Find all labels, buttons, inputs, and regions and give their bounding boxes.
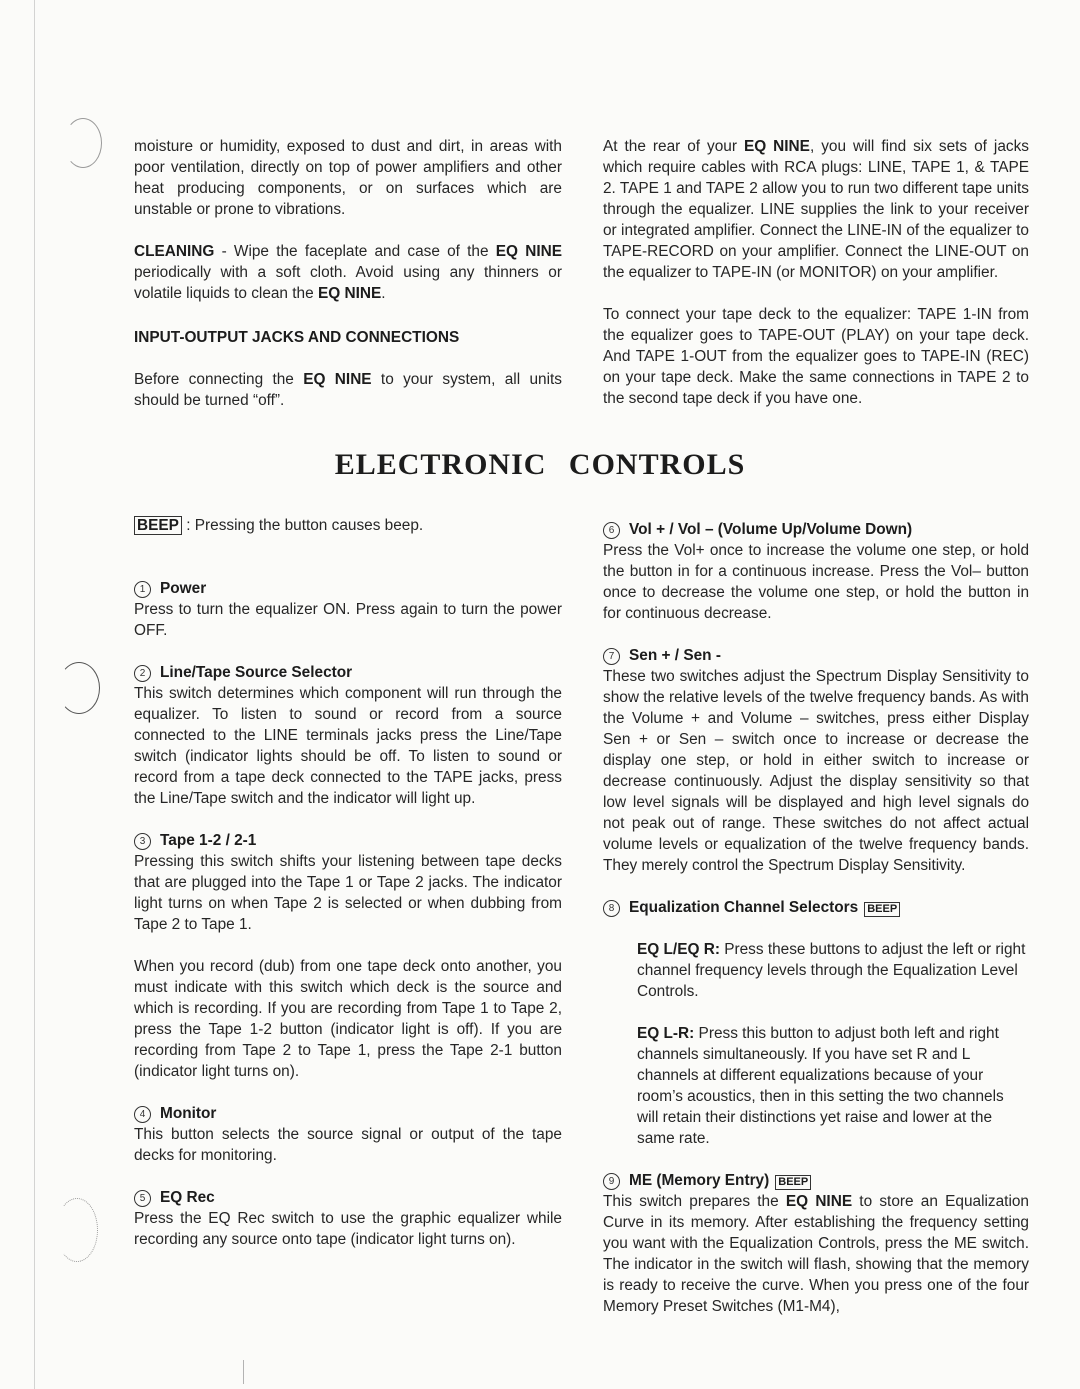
- eqlr2-paragraph: EQ L-R: Press this button to adjust both left and right channels simultaneously. If you have set R and L channels at different equalizations because of your room’s acoustics, then in this setting the two channels will retain their distinctions yet raise and lower at the same rate.: [637, 1025, 1004, 1147]
- before-connecting-paragraph: Before connecting the EQ NINE to your system, all units should be turned “off”.: [134, 371, 562, 409]
- tape-dub-text: When you record (dub) from one tape deck onto another, you must indicate with this switch which deck is the source and which is recording. If you are recording from Tape 1 to Tape 2, press the Tape 1-2 button (indicator light is off). If you are recording from Tape 2 to Tape 1, press the Tape 2-1 button (indicator light turns on).: [134, 958, 562, 1080]
- number-circle-3: 3: [134, 833, 151, 850]
- tape-heading: 3 Tape 1-2 / 2-1: [134, 830, 562, 851]
- number-circle-2: 2: [134, 665, 151, 682]
- tape-deck-paragraph: To connect your tape deck to the equalizer: TAPE 1-IN from the equalizer goes to TAPE-OUT (PLAY) on your tape deck. And TAPE 1-OUT from the equalizer goes to TAPE-IN (REC) on your tape deck. Make the same connections in TAPE 2 to the second tape deck if you have one.: [603, 306, 1029, 407]
- cleaning-label: CLEANING: [134, 243, 215, 260]
- monitor-text: This button selects the source signal or output of the tape decks for monitoring.: [134, 1126, 562, 1164]
- eqlr-paragraph: EQ L/EQ R: Press these buttons to adjust the left or right channel frequency levels through the Equalization Level Controls.: [637, 941, 1026, 1000]
- binding-hole-middle: [58, 662, 100, 714]
- number-circle-4: 4: [134, 1106, 151, 1123]
- eqsel-heading: 8 Equalization Channel Selectors BEEP: [603, 897, 1029, 918]
- eqrec-heading: 5 EQ Rec: [134, 1187, 562, 1208]
- cleaning-paragraph: CLEANING - Wipe the faceplate and case of the EQ NINE periodically with a soft cloth. Avoid using any thinners or volatile liquids to clean the EQ NINE.: [134, 243, 562, 302]
- beep-badge: BEEP: [864, 902, 900, 917]
- scan-mark: [243, 1360, 244, 1384]
- right-column-controls: [603, 519, 1029, 1317]
- vol-heading: 6 Vol + / Vol – (Volume Up/Volume Down): [603, 519, 1029, 540]
- binding-hole-bottom: [56, 1198, 98, 1262]
- jacks-heading: INPUT-OUTPUT JACKS AND CONNECTIONS: [134, 329, 460, 346]
- power-text: Press to turn the equalizer ON. Press again to turn the power OFF.: [134, 601, 562, 639]
- number-circle-8: 8: [603, 900, 620, 917]
- section-title: ELECTRONIC CONTROLS: [334, 448, 746, 481]
- rear-jacks-paragraph: At the rear of your EQ NINE, you will find six sets of jacks which require cables with RCA plugs: LINE, TAPE 1, & TAPE 2. TAPE 1 and TAPE 2 allow you to run two different tape units through the equalizer. LINE supplies the link to your receiver or integrated amplifier. Connect the LINE-IN of the equalizer to TAPE-RECORD on your amplifier. Connect the LINE-OUT on the equalizer to TAPE-IN (or MONITOR) on your amplifier.: [603, 138, 1029, 281]
- linetape-text: This switch determines which component will run through the equalizer. To listen to sound or record from a source connected to the LINE terminals jacks press the Line/Tape switch (indicator lights should be off. To listen to sound or record from a tape deck connected to the TAPE jacks, press the Line/Tape switch and the indicator will light up.: [134, 685, 562, 807]
- linetape-heading: 2 Line/Tape Source Selector: [134, 662, 562, 683]
- eqrec-text: Press the EQ Rec switch to use the graphic equalizer while recording any source onto tape (indicator light turns on).: [134, 1210, 562, 1248]
- sen-heading: 7 Sen + / Sen -: [603, 645, 1029, 666]
- number-circle-6: 6: [603, 522, 620, 539]
- number-circle-1: 1: [134, 581, 151, 598]
- power-heading: 1 Power: [134, 578, 562, 599]
- humidity-paragraph: moisture or humidity, exposed to dust and dirt, in areas with poor ventilation, directly on top of power amplifiers and other heat producing components, or on surfaces which are unstable or prone to vibrations.: [134, 138, 562, 218]
- beep-badge: BEEP: [775, 1175, 811, 1190]
- left-column-top: [134, 136, 562, 411]
- binding-hole-top: [64, 118, 102, 168]
- vol-text: Press the Vol+ once to increase the volume one step, or hold the button in for a continuous increase. Press the Vol– button once to decrease the volume one step, or hold the button in for continuous decrease.: [603, 542, 1029, 622]
- monitor-heading: 4 Monitor: [134, 1103, 562, 1124]
- number-circle-5: 5: [134, 1190, 151, 1207]
- number-circle-9: 9: [603, 1173, 620, 1190]
- right-column-top: [603, 136, 1029, 409]
- scan-edge-line: [34, 0, 35, 1389]
- beep-legend: BEEP : Pressing the button causes beep.: [134, 515, 562, 536]
- me-text: This switch prepares the EQ NINE to store an Equalization Curve in its memory. After establishing the frequency setting you want with the Equalization Controls, press the ME switch. The indicator in the switch will flash, showing that the memory is ready to receive the curve. When you press one of the four Memory Preset Switches (M1-M4),: [603, 1193, 1029, 1315]
- sen-text: These two switches adjust the Spectrum Display Sensitivity to show the relative levels of the twelve frequency bands. As with the Volume + and Volume – switches, press either Display Sen + or Sen – switch once to increase or decrease the display one step, or hold in either switch to increase or decrease continuously. Adjust the display sensitivity so that low level signals will be displayed and high level signals do not peak out of range. These switches do not affect actual volume levels or equalization of the twelve frequency bands. They merely control the Spectrum Display Sensitivity.: [603, 668, 1029, 874]
- tape-text: Pressing this switch shifts your listening between tape decks that are plugged into the Tape 1 or Tape 2 jacks. The indicator light turns on when Tape 2 is selected or when dubbing from Tape 2 to Tape 1.: [134, 853, 562, 933]
- me-heading: 9 ME (Memory Entry) BEEP: [603, 1170, 1029, 1191]
- number-circle-7: 7: [603, 648, 620, 665]
- beep-badge: BEEP: [134, 516, 182, 535]
- left-column-controls: [134, 515, 562, 1250]
